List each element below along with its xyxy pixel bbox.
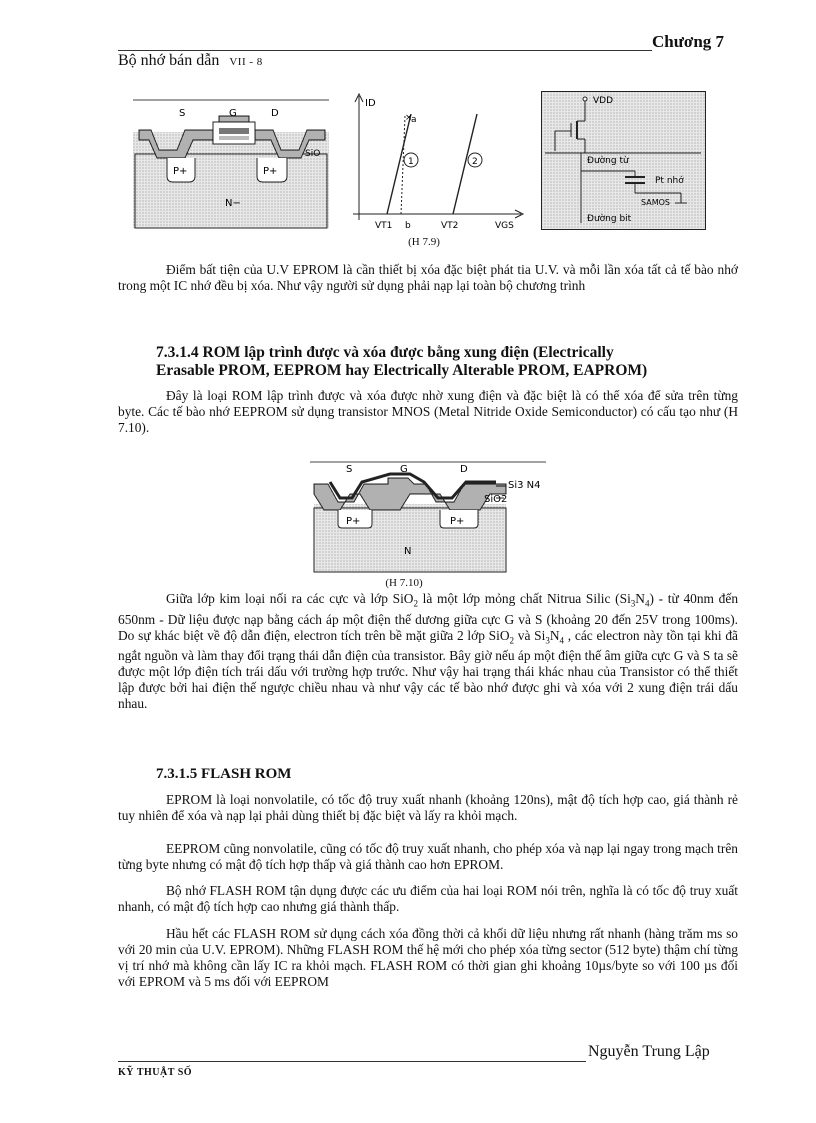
fig9-cross-section (133, 92, 333, 230)
fig9-g-label: G (229, 108, 237, 119)
p3-text-b: là một lớp mỏng chất Nitrua Silic (Si (417, 591, 631, 606)
subject-title: KỸ THUẬT SỐ (118, 1067, 193, 1078)
fig10-p2-label: P+ (450, 516, 465, 527)
chapter-title: Chương 7 (652, 32, 725, 51)
fig9-y-axis-label: ID (365, 98, 376, 109)
book-title (118, 52, 263, 70)
fig10-si3n4-label: Si3 N4 (508, 480, 541, 491)
author-name: Nguyễn Trung Lập (588, 1043, 710, 1060)
fig9-vt2-label: VT2 (441, 221, 459, 231)
footer-rule (118, 1061, 586, 1062)
sub-2: 2 (413, 598, 418, 609)
fig9-curve2-label: 2 (472, 157, 478, 167)
sub-2b: 2 (509, 635, 515, 646)
fig9-point-b: b (405, 221, 411, 231)
book-title-text: Bộ nhớ bán dẫn (118, 52, 220, 69)
fig10-sio2-label: SiO2 (484, 494, 508, 505)
fig9-d-label: D (271, 108, 279, 119)
fig9-n-label: N− (225, 198, 241, 209)
sub-4b: 4 (559, 635, 565, 646)
p3-text-f: N (549, 627, 560, 643)
p3-text-e: và Si (514, 627, 546, 643)
fig9-p2-label: P+ (263, 166, 278, 177)
circuit-samos-label: SAMOS (641, 198, 670, 207)
p3-text-g: , các electron này tồn tại khi đã ngắt nguồn và làm thay đổi trạng thái dẫn điện của transistor. Bây giờ nếu áp một điện thế âm giữa cực G và S ta sẽ được một lớp điện tích trái dấu với trường hợp trước. Như vậy hai trạng thái khác nhau của Transistor có thể thiết lập được bởi hai điện thế ngược chiều nhau và như vậy các tế bào nhớ được ghi và xóa với 2 xung điện trái dấu nhau. (118, 627, 738, 712)
circuit-vdd-label: VDD (593, 96, 614, 106)
fig9-oxide-label: SiO (305, 149, 321, 159)
heading-eeprom-line-2: Erasable PROM, EEPROM hay Electrically Alterable PROM, EAPROM) (156, 362, 648, 379)
fig10-g-label: G (400, 464, 408, 475)
circuit-cell-label: Pt nhớ (655, 176, 684, 186)
fig9-graph (345, 90, 535, 232)
p3-text-c: N (635, 591, 645, 606)
heading-flash-rom: 7.3.1.5 FLASH ROM (156, 766, 292, 782)
fig10-d-label: D (460, 464, 468, 475)
fig9-circuit (541, 91, 707, 231)
fig9-vt1-label: VT1 (375, 221, 393, 231)
fig9-point-a: a (411, 115, 417, 125)
circuit-word-line-label: Đường từ (587, 156, 629, 166)
figure-caption-7-10: (H 7.10) (385, 577, 423, 589)
fig9-p1-label: P+ (173, 166, 188, 177)
fig10-s-label: S (346, 464, 353, 475)
p3-text-d: ) - từ 40nm đến 650nm - Dữ liệu được nạp bằng cách áp một điện thế dương giữa cực G và S (khoảng 20 đến 25V trong 100ms). Do sự khác biệt về độ dẫn điện, electron tích trên bề mặt giữa 2 lớp SiO (118, 591, 739, 643)
fig9-s-label: S (179, 108, 186, 119)
heading-eeprom (156, 344, 736, 380)
page-number: VII - 8 (229, 56, 263, 68)
sub-3b: 3 (545, 635, 550, 646)
circuit-bit-line-label: Đường bit (587, 214, 632, 224)
fig9-curve1-label: 1 (408, 157, 414, 167)
paragraph-flash-erase: Hầu hết các FLASH ROM sử dụng cách xóa đồng thời cả khối dữ liệu nhưng rất nhanh (hàng trăm ms so với 20 min của U.V. EPROM). Những FLASH ROM thế hệ mới cho phép xóa từng sector (512 byte) thậm chí từng vị trí nhớ mà không cần lấy IC ra khỏi mạch. FLASH ROM có thời gian ghi khoảng 10µs/byte so với 100 µs đối với EPROM và 5 ms đối với EEPROM (118, 926, 738, 989)
paragraph-eprom-features: EPROM là loại nonvolatile, có tốc độ truy xuất nhanh (khoảng 120ns), mật độ tích hợp cao, giá thành rẻ tuy nhiên để xóa và nạp lại phải dùng thiết bị đặc biệt và lấy ra khỏi mạch. (118, 792, 738, 823)
paragraph-eeprom-features: EEPROM cũng nonvolatile, cũng có tốc độ truy xuất nhanh, cho phép xóa và nạp lại ngay trong mạch trên từng byte nhưng có mật độ tích hợp thấp và giá thành cao hơn EPROM. (118, 841, 738, 872)
paragraph-mnos-operation (118, 591, 738, 712)
paragraph-flash-advantages: Bộ nhớ FLASH ROM tận dụng được các ưu điểm của hai loại ROM nói trên, nghĩa là có tốc độ truy xuất nhanh, có mật độ tích hợp cao nhưng giá thành thấp. (118, 883, 738, 914)
fig10-mnos-cross-section (310, 458, 552, 576)
fig10-n-label: N (404, 546, 412, 557)
p3-text-a: Giữa lớp kim loại nối ra các cực và lớp SiO (166, 591, 414, 606)
sub-3: 3 (630, 598, 636, 609)
paragraph-uv-eprom: Điểm bất tiện của U.V EPROM là cần thiết bị xóa đặc biệt phát tia U.V. và mỗi lần xóa tất cả tế bào nhớ trong một IC nhớ đều bị xóa. Như vậy người sử dụng phải nạp lại toàn bộ chương trình (118, 262, 738, 293)
fig9-x-axis-label: VGS (495, 221, 514, 231)
heading-eeprom-line-1: 7.3.1.4 ROM lập trình được và xóa được bằng xung điện (Electrically (156, 344, 614, 361)
figure-caption-7-9: (H 7.9) (408, 236, 440, 248)
sub-4: 4 (644, 598, 650, 609)
fig10-p1-label: P+ (346, 516, 361, 527)
paragraph-eeprom-intro: Đây là loại ROM lập trình được và xóa được nhờ xung điện và đặc biệt là có thể xóa để sửa trên từng byte. Các tế bào nhớ EEPROM sử dụng transistor MNOS (Metal Nitride Oxide Semiconductor) có cấu tạo như (H 7.10). (118, 388, 738, 435)
fig9-cross-mark: × (405, 113, 413, 123)
header-rule (118, 50, 652, 51)
